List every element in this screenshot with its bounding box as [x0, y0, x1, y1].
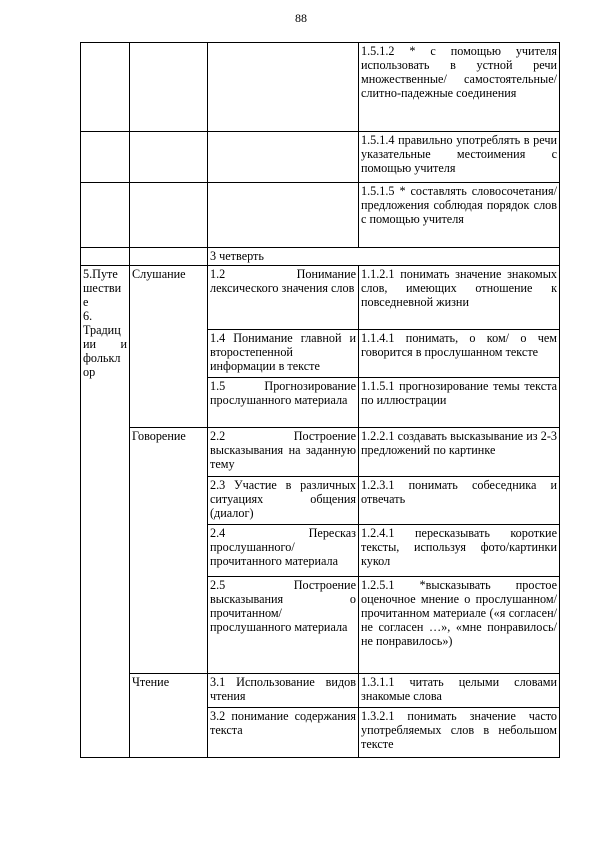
- objective-cell: 1.5.1.2 * с помощью учителя использовать в устной речи множественные/ самостоятельные/ слитно-падежные соединения: [359, 43, 560, 132]
- page-number: 88: [295, 11, 307, 25]
- subskill-cell: [208, 132, 359, 183]
- table-row: [81, 428, 560, 477]
- objective-cell: 1.2.5.1 *высказывать простое оценочное мнение о прослушанном/прочитанном материале («я согласен/не согласен …», «мне понравилось/ не понравилось»): [359, 577, 560, 674]
- section-title-line: 6.: [83, 309, 93, 323]
- skill-name: Чтение: [130, 674, 208, 758]
- skill-cell: [130, 43, 208, 132]
- subskill-cell: [208, 183, 359, 248]
- subskill-cell: 2.4 Пересказ прослушанного/прочитанного материала: [208, 525, 359, 577]
- objective-cell: 1.1.2.1 понимать значение знакомых слов, имеющих отношение к повседневной жизни: [359, 266, 560, 330]
- section-cell: [81, 248, 130, 266]
- objective-cell: 1.2.3.1 понимать собеседника и отвечать: [359, 477, 560, 525]
- objective-cell: 1.2.4.1 пересказывать короткие тексты, используя фото/картинки кукол: [359, 525, 560, 577]
- subskill-cell: 3.1 Использование видов чтения: [208, 674, 359, 708]
- subskill-cell: 1.2 Понимание лексического значения слов: [208, 266, 359, 330]
- section-cell: [81, 43, 130, 132]
- subskill-cell: [208, 43, 359, 132]
- section-title: [81, 266, 130, 758]
- curriculum-table: [80, 42, 560, 758]
- section-title-line: шестви: [83, 281, 122, 295]
- skill-cell: [130, 183, 208, 248]
- objective-cell: 1.5.1.5 * составлять словосочетания/ предложения соблюдая порядок слов с помощью учителя: [359, 183, 560, 248]
- table-row: [81, 43, 560, 132]
- section-cell: [81, 132, 130, 183]
- subskill-cell: 2.3 Участие в различных ситуациях общения (диалог): [208, 477, 359, 525]
- objective-cell: 1.1.5.1 прогнозирование темы текста по иллюстрации: [359, 378, 560, 428]
- table-row: [81, 183, 560, 248]
- skill-cell: [130, 132, 208, 183]
- objective-cell: 1.3.2.1 понимать значение часто употребляемых слов в небольшом тексте: [359, 708, 560, 758]
- section-title-line: ор: [83, 365, 96, 379]
- table-row: [81, 674, 560, 708]
- objective-cell: 1.1.4.1 понимать, о ком/ о чем говорится в прослушанном тексте: [359, 330, 560, 378]
- objective-cell: 1.2.2.1 создавать высказывание из 2-3 предложений по картинке: [359, 428, 560, 477]
- section-title-line: фолькл: [83, 351, 121, 365]
- objective-cell: 1.5.1.4 правильно употреблять в речи указательные местоимения с помощью учителя: [359, 132, 560, 183]
- section-title-line: ии и: [83, 337, 127, 351]
- skill-name: Говорение: [130, 428, 208, 674]
- skill-name: Слушание: [130, 266, 208, 428]
- section-title-line: 5.Путе: [83, 267, 118, 281]
- quarter-row: [81, 248, 560, 266]
- objective-cell: 1.3.1.1 читать целыми словами знакомые слова: [359, 674, 560, 708]
- subskill-cell: 3.2 понимание содержания текста: [208, 708, 359, 758]
- skill-cell: [130, 248, 208, 266]
- section-cell: [81, 183, 130, 248]
- table-row: [81, 266, 560, 330]
- subskill-cell: 2.5 Построение высказывания о прочитанном/прослушанного материала: [208, 577, 359, 674]
- quarter-label: 3 четверть: [208, 248, 560, 266]
- section-title-line: е: [83, 295, 89, 309]
- section-title-line: Традиц: [83, 323, 121, 337]
- subskill-cell: 1.5 Прогнозирование прослушанного материала: [208, 378, 359, 428]
- subskill-cell: 2.2 Построение высказывания на заданную тему: [208, 428, 359, 477]
- table-row: [81, 132, 560, 183]
- section-title-lines: [83, 267, 127, 379]
- subskill-cell: 1.4 Понимание главной и второстепенной информации в тексте: [208, 330, 359, 378]
